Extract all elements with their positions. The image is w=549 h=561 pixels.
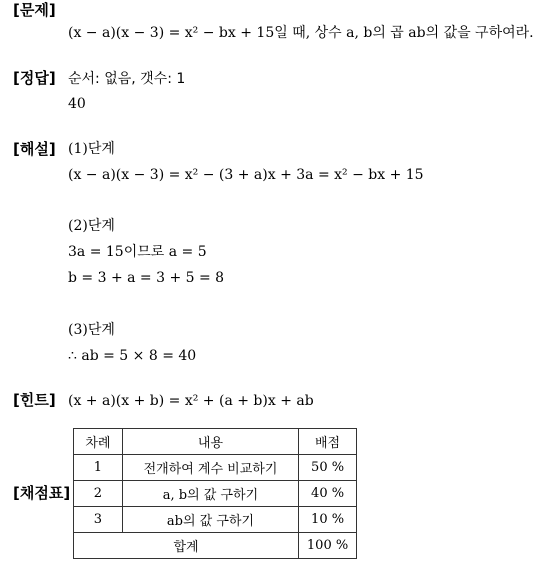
problem-text: (x − a)(x − 3) = x² − bx + 15일 때, 상수 a, b의 곱 ab의 값을 구하여라. xyxy=(68,25,534,41)
rubric-row-order: 3 xyxy=(74,507,123,533)
rubric-total-value: 100 % xyxy=(299,533,357,559)
rubric-row-points: 40 % xyxy=(299,481,357,507)
rubric-label: [채점표] xyxy=(13,484,71,502)
step-3-equation: ∴ ab = 5 × 8 = 40 xyxy=(68,348,197,364)
rubric-row-points: 50 % xyxy=(299,455,357,481)
rubric-header-order: 차례 xyxy=(74,429,123,455)
answer-label: [정답] xyxy=(13,69,56,87)
rubric-row xyxy=(74,507,357,533)
rubric-row xyxy=(74,481,357,507)
rubric-header-points: 배점 xyxy=(299,429,357,455)
rubric-total-row xyxy=(74,533,357,559)
rubric-table xyxy=(73,428,357,559)
step-2-equation-a: 3a = 15이므로 a = 5 xyxy=(68,244,207,260)
rubric-row-content: ab의 값 구하기 xyxy=(122,507,298,533)
step-2-equation-b: b = 3 + a = 3 + 5 = 8 xyxy=(68,270,225,286)
rubric-total-label: 합계 xyxy=(74,533,299,559)
hint-text: (x + a)(x + b) = x² + (a + b)x + ab xyxy=(68,393,314,409)
problem-label: [문제] xyxy=(13,1,56,19)
rubric-row-content: 전개하여 계수 비교하기 xyxy=(122,455,298,481)
rubric-header-content: 내용 xyxy=(122,429,298,455)
explanation-label: [해설] xyxy=(13,140,56,158)
rubric-row-order: 2 xyxy=(74,481,123,507)
step-2-heading: (2)단계 xyxy=(68,218,115,234)
rubric-row-content: a, b의 값 구하기 xyxy=(122,481,298,507)
answer-value: 40 xyxy=(68,96,86,112)
hint-label: [힌트] xyxy=(13,391,56,409)
answer-meta: 순서: 없음, 갯수: 1 xyxy=(68,71,186,87)
rubric-header-row xyxy=(74,429,357,455)
rubric-row xyxy=(74,455,357,481)
step-3-heading: (3)단계 xyxy=(68,322,115,338)
rubric-row-order: 1 xyxy=(74,455,123,481)
rubric-row-points: 10 % xyxy=(299,507,357,533)
step-1-equation: (x − a)(x − 3) = x² − (3 + a)x + 3a = x² − bx + 15 xyxy=(68,167,424,183)
step-1-heading: (1)단계 xyxy=(68,141,115,157)
